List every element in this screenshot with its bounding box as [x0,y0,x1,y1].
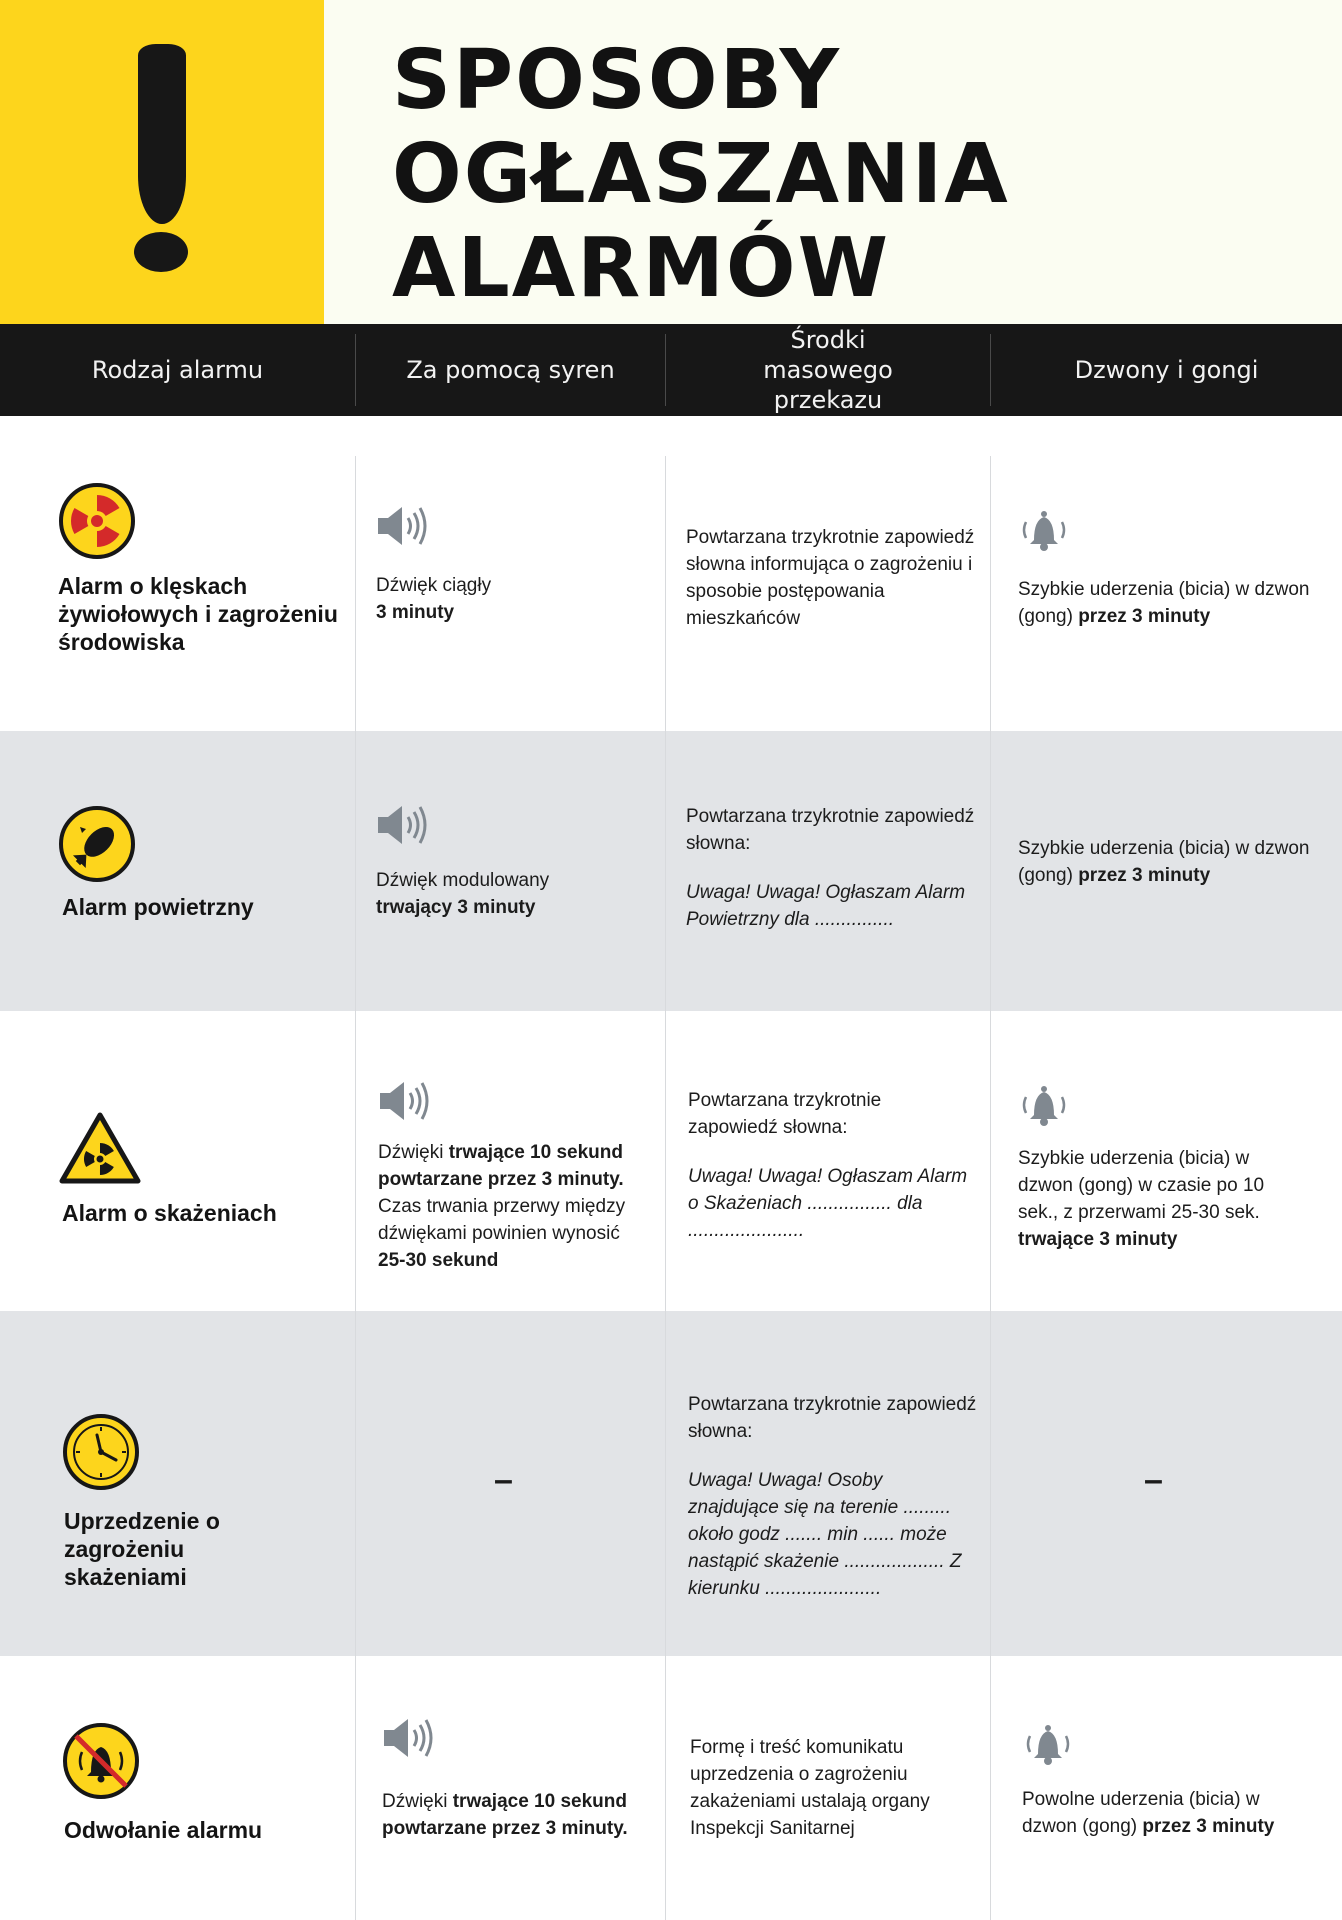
bell-description [1022,1786,1312,1840]
media-text: Powtarzana trzykrotnie zapowiedź słowna: [686,806,975,854]
media-description: Powtarzana trzykrotnie zapowiedź słowna informująca o zagrożeniu i sposobie postępowania mieszkańców [686,527,975,629]
media-description [688,1391,978,1602]
bell-text: Powolne uderzenia (bicia) w dzwon (gong) [1022,1789,1260,1837]
clock-icon [62,1413,140,1491]
speaker-icon [378,1079,430,1123]
title-line-2: OGŁASZANIA [392,127,1010,222]
bell-text: Szybkie uderzenia (bicia) w dzwon (gong) w czasie po 10 sek., z przerwami 25-30 sek. [1018,1148,1265,1223]
media-text: Powtarzana trzykrotnie zapowiedź słowna: [688,1394,977,1442]
title-line-1: SPOSOBY [392,33,842,128]
bell-icon [1018,508,1070,552]
siren-duration: 3 minuty [376,602,455,623]
column-header-sirens: Za pomocą syren [406,356,615,384]
table-row [0,1311,1342,1656]
bell-description [1018,576,1318,630]
alarm-name: Uprzedzenie o zagrożeniu skażeniami [64,1508,220,1590]
radiation-icon [58,482,136,560]
bell-text: Szybkie uderzenia (bicia) w dzwon (gong) [1018,838,1310,886]
bell-description [1018,1145,1298,1253]
bell-text: Szybkie uderzenia (bicia) w dzwon (gong) [1018,579,1310,627]
bell-cancel-icon [62,1722,140,1800]
column-divider [355,456,356,1920]
column-divider [665,456,666,1920]
title-line-3: ALARMÓW [392,221,891,316]
siren-text: Dźwięk modulowany [376,870,550,891]
media-description: Formę i treść komunikatu uprzedzenia o zagrożeniu zakażeniami ustalają organy Inspekcji Sanitarnej [690,1737,930,1839]
bell-duration: przez 3 minuty [1078,865,1211,886]
media-description [688,1087,968,1244]
siren-description [376,867,646,921]
siren-description [378,1139,650,1274]
column-divider [990,456,991,1920]
media-text: Powtarzana trzykrotnie zapowiedź słowna: [688,1090,882,1138]
media-announcement: Uwaga! Uwaga! Ogłaszam Alarm o Skażeniach ................ dla ...................... [688,1166,968,1241]
siren-none: – [494,1461,513,1499]
siren-description [382,1788,654,1842]
siren-duration: trwający 3 minuty [376,897,536,918]
exclamation-icon [138,44,186,224]
speaker-icon [382,1716,434,1760]
poster-header [0,0,1342,324]
siren-text: Dźwięki [378,1142,444,1163]
siren-description [376,572,646,626]
table-header [0,324,1342,416]
siren-text: Dźwięki [382,1791,448,1812]
column-header-bells: Dzwony i gongi [1074,356,1259,384]
alarm-name: Alarm powietrzny [62,894,254,920]
table-row [0,416,1342,731]
speaker-icon [376,504,428,548]
bomb-icon [58,805,136,883]
column-header-alarm-type: Rodzaj alarmu [91,356,264,384]
media-description [686,803,986,933]
column-header-mass-media: Środki masowego przekazu [763,326,893,414]
siren-text: Dźwięk ciągły [376,575,492,596]
media-announcement: Uwaga! Uwaga! Ogłaszam Alarm Powietrzny dla ............... [686,882,966,930]
siren-duration: trwające 10 sekund powtarzane przez 3 minuty. [382,1791,628,1839]
bell-icon [1022,1722,1074,1766]
siren-pause-text: Czas trwania przerwy między dźwiękami powinien wynosić [378,1196,626,1244]
speaker-icon [376,803,428,847]
table-row [0,1011,1342,1311]
siren-pause-duration: 25-30 sekund [378,1250,499,1271]
siren-duration: trwające 10 sekund powtarzane przez 3 minuty. [378,1142,624,1190]
bell-duration: przez 3 minuty [1078,606,1211,627]
alarm-name: Alarm o skażeniach [62,1200,277,1226]
alarm-name: Odwołanie alarmu [64,1817,263,1843]
table-row [0,1656,1342,1920]
bell-none: – [1144,1461,1163,1499]
table-row [0,731,1342,1011]
bell-description [1018,835,1318,889]
page-title [392,34,1292,316]
bell-duration: trwające 3 minuty [1018,1229,1178,1250]
alarm-name: Alarm o klęskach żywiołowych i zagrożeniu środowiska [58,573,338,655]
media-announcement: Uwaga! Uwaga! Osoby znajdujące się na terenie ......... około godz ....... min ...... może nastąpić skażenie ................... Z kierunku ...................... [688,1470,962,1599]
radiation-warning-triangle-icon [58,1111,142,1185]
bell-icon [1018,1083,1070,1127]
warning-panel [0,0,324,324]
bell-duration: przez 3 minuty [1142,1816,1275,1837]
exclamation-dot-icon [134,232,188,272]
